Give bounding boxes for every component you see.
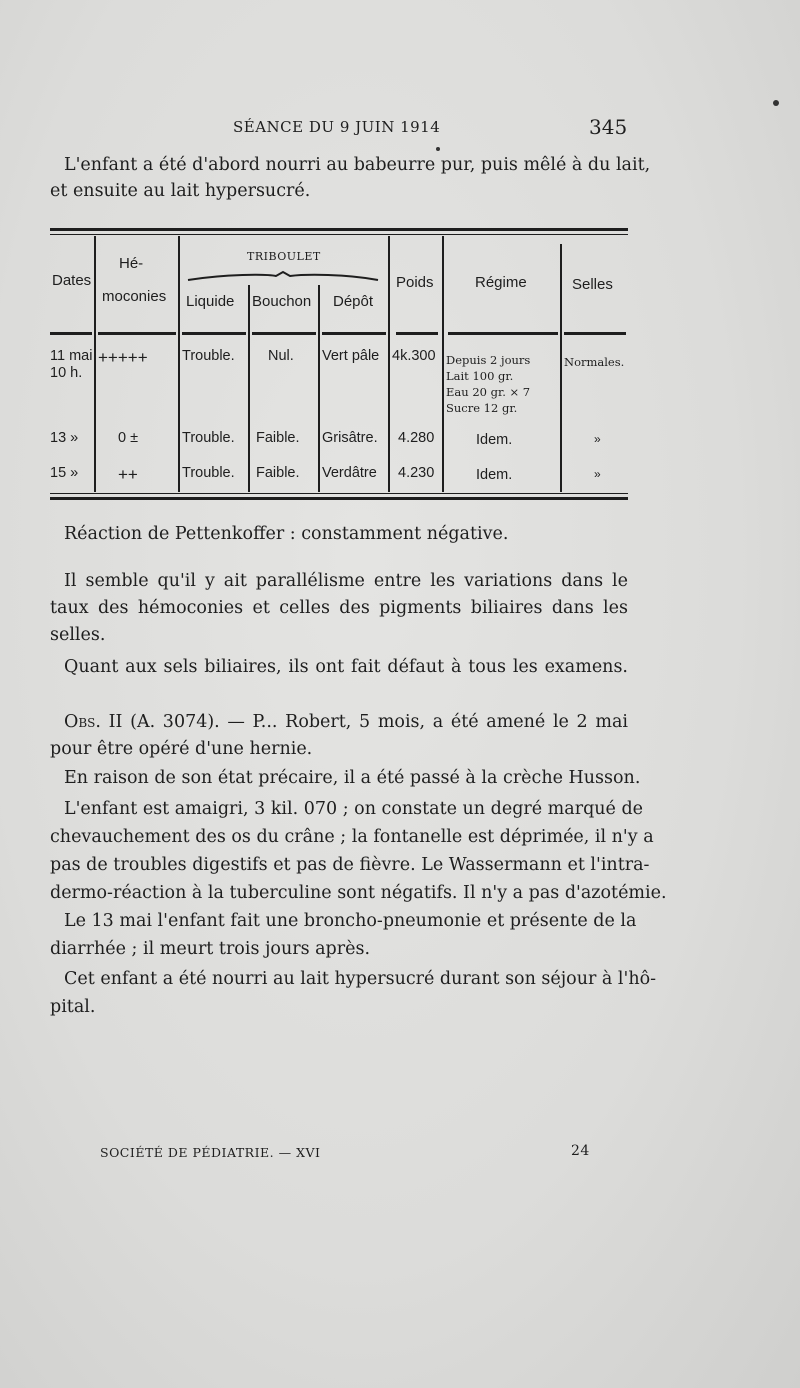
cell-selles: »: [594, 467, 601, 481]
intro-paragraph: [50, 152, 651, 204]
cell-regime: Depuis 2 jours: [446, 353, 531, 367]
header-rule: [252, 332, 316, 335]
table-bottom-rule: [50, 497, 628, 500]
cell-liquide: Trouble.: [182, 430, 235, 446]
header-poids: Poids: [396, 274, 434, 291]
text-line: pital.: [50, 997, 96, 1017]
husson-paragraph: [50, 765, 641, 791]
cell-depot: Grisâtre.: [322, 430, 378, 446]
text-line: Réaction de Pettenkoffer : constamment négative.: [64, 524, 509, 544]
cell-date: 11 mai: [50, 348, 93, 364]
text-line: Cet enfant a été nourri au lait hypersucré durant son séjour à l'hô-: [64, 969, 657, 989]
header-rule: [448, 332, 558, 335]
cell-hemoconies: +++++: [98, 348, 148, 367]
header-rule: [322, 332, 386, 335]
parallelism-paragraph: [50, 568, 628, 649]
header-selles: Selles: [572, 276, 613, 293]
header-rule: [50, 332, 92, 335]
header-triboulet: TRIBOULET: [247, 250, 321, 263]
cell-poids: 4.280: [398, 430, 435, 446]
text-line: Quant aux sels biliaires, ils ont fait défaut à tous les examens.: [64, 657, 628, 677]
broncho-paragraph: [50, 907, 637, 963]
clinical-paragraph: [50, 795, 667, 907]
column-divider: [560, 244, 562, 492]
header-hemoconies: moconies: [102, 288, 167, 305]
conclusion-paragraph: [50, 965, 657, 1021]
cell-depot: Verdâtre: [322, 465, 377, 481]
printer-dot: [436, 147, 440, 151]
text-line: pas de troubles digestifs et pas de fièvre. Le Wassermann et l'intra-: [50, 855, 650, 875]
header-depot: Dépôt: [333, 293, 374, 310]
cell-date: 10 h.: [50, 365, 83, 381]
cell-date: 13 »: [50, 430, 79, 446]
header-regime: Régime: [475, 274, 527, 291]
text-line: diarrhée ; il meurt trois jours après.: [50, 939, 371, 959]
table-top-rule: [50, 228, 628, 231]
header-liquide: Liquide: [186, 293, 235, 310]
text-line: selles.: [50, 625, 106, 645]
text-line: L'enfant est amaigri, 3 kil. 070 ; on constate un degré marqué de: [64, 799, 644, 819]
table-top-rule: [50, 234, 628, 235]
cell-regime: Eau 20 gr. × 7: [446, 385, 531, 399]
header-rule: [182, 332, 246, 335]
triboulet-brace: [186, 270, 380, 284]
cell-date: 15 »: [50, 465, 79, 481]
column-divider: [178, 236, 180, 492]
cell-depot: Vert pâle: [322, 348, 380, 364]
text-line: Il semble qu'il y ait parallélisme entre les variations dans le: [64, 571, 628, 591]
speck-mark: [773, 100, 779, 106]
cell-hemoconies: ++: [118, 465, 138, 484]
text-line: II (A. 3074). — P... Robert, 5 mois, a été amené le 2 mai: [108, 712, 628, 732]
pettenkoffer-paragraph: [50, 521, 628, 547]
page-number: 345: [589, 115, 628, 139]
cell-poids: 4.230: [398, 465, 435, 481]
cell-selles: »: [594, 432, 601, 446]
obs-label: Obs.: [64, 712, 101, 732]
cell-bouchon: Nul.: [268, 348, 294, 364]
cell-liquide: Trouble.: [182, 348, 235, 364]
header-rule: [98, 332, 176, 335]
column-divider: [442, 236, 444, 492]
signature-number: 24: [571, 1143, 590, 1159]
text-line: dermo-réaction à la tuberculine sont négatifs. Il n'y a pas d'azotémie.: [50, 883, 667, 903]
running-header: SÉANCE DU 9 JUIN 1914: [233, 118, 441, 136]
cell-bouchon: Faible.: [256, 465, 300, 481]
sels-paragraph: [50, 654, 628, 680]
header-bouchon: Bouchon: [252, 293, 312, 310]
cell-regime: Idem.: [476, 467, 513, 483]
cell-selles: Normales.: [564, 355, 625, 369]
cell-regime: Lait 100 gr.: [446, 369, 514, 383]
cell-regime: Sucre 12 gr.: [446, 401, 518, 415]
cell-regime: Idem.: [476, 432, 513, 448]
header-rule: [396, 332, 438, 335]
text-line: En raison de son état précaire, il a été passé à la crèche Husson.: [64, 768, 641, 788]
text-line: taux des hémoconies et celles des pigments biliaires dans les: [50, 598, 628, 618]
intro-line: et ensuite au lait hypersucré.: [50, 181, 311, 201]
cell-liquide: Trouble.: [182, 465, 235, 481]
table-bottom-rule: [50, 493, 628, 494]
column-divider: [318, 285, 320, 492]
observation-paragraph: [50, 709, 628, 763]
cell-hemoconies: 0 ±: [118, 430, 139, 446]
column-divider: [248, 285, 250, 492]
intro-line: L'enfant a été d'abord nourri au babeurre pur, puis mêlé à du lait,: [64, 155, 651, 175]
header-hemoconies: Hé-: [119, 255, 144, 272]
column-divider: [388, 236, 390, 492]
text-line: chevauchement des os du crâne ; la fontanelle est déprimée, il n'y a: [50, 827, 654, 847]
column-divider: [94, 236, 96, 492]
cell-poids: 4k.300: [392, 348, 436, 364]
text-line: Le 13 mai l'enfant fait une broncho-pneumonie et présente de la: [64, 911, 637, 931]
header-rule: [564, 332, 626, 335]
text-line: pour être opéré d'une hernie.: [50, 739, 313, 759]
cell-bouchon: Faible.: [256, 430, 300, 446]
header-dates: Dates: [52, 272, 92, 289]
signature-footer: SOCIÉTÉ DE PÉDIATRIE. — XVI: [100, 1145, 321, 1160]
